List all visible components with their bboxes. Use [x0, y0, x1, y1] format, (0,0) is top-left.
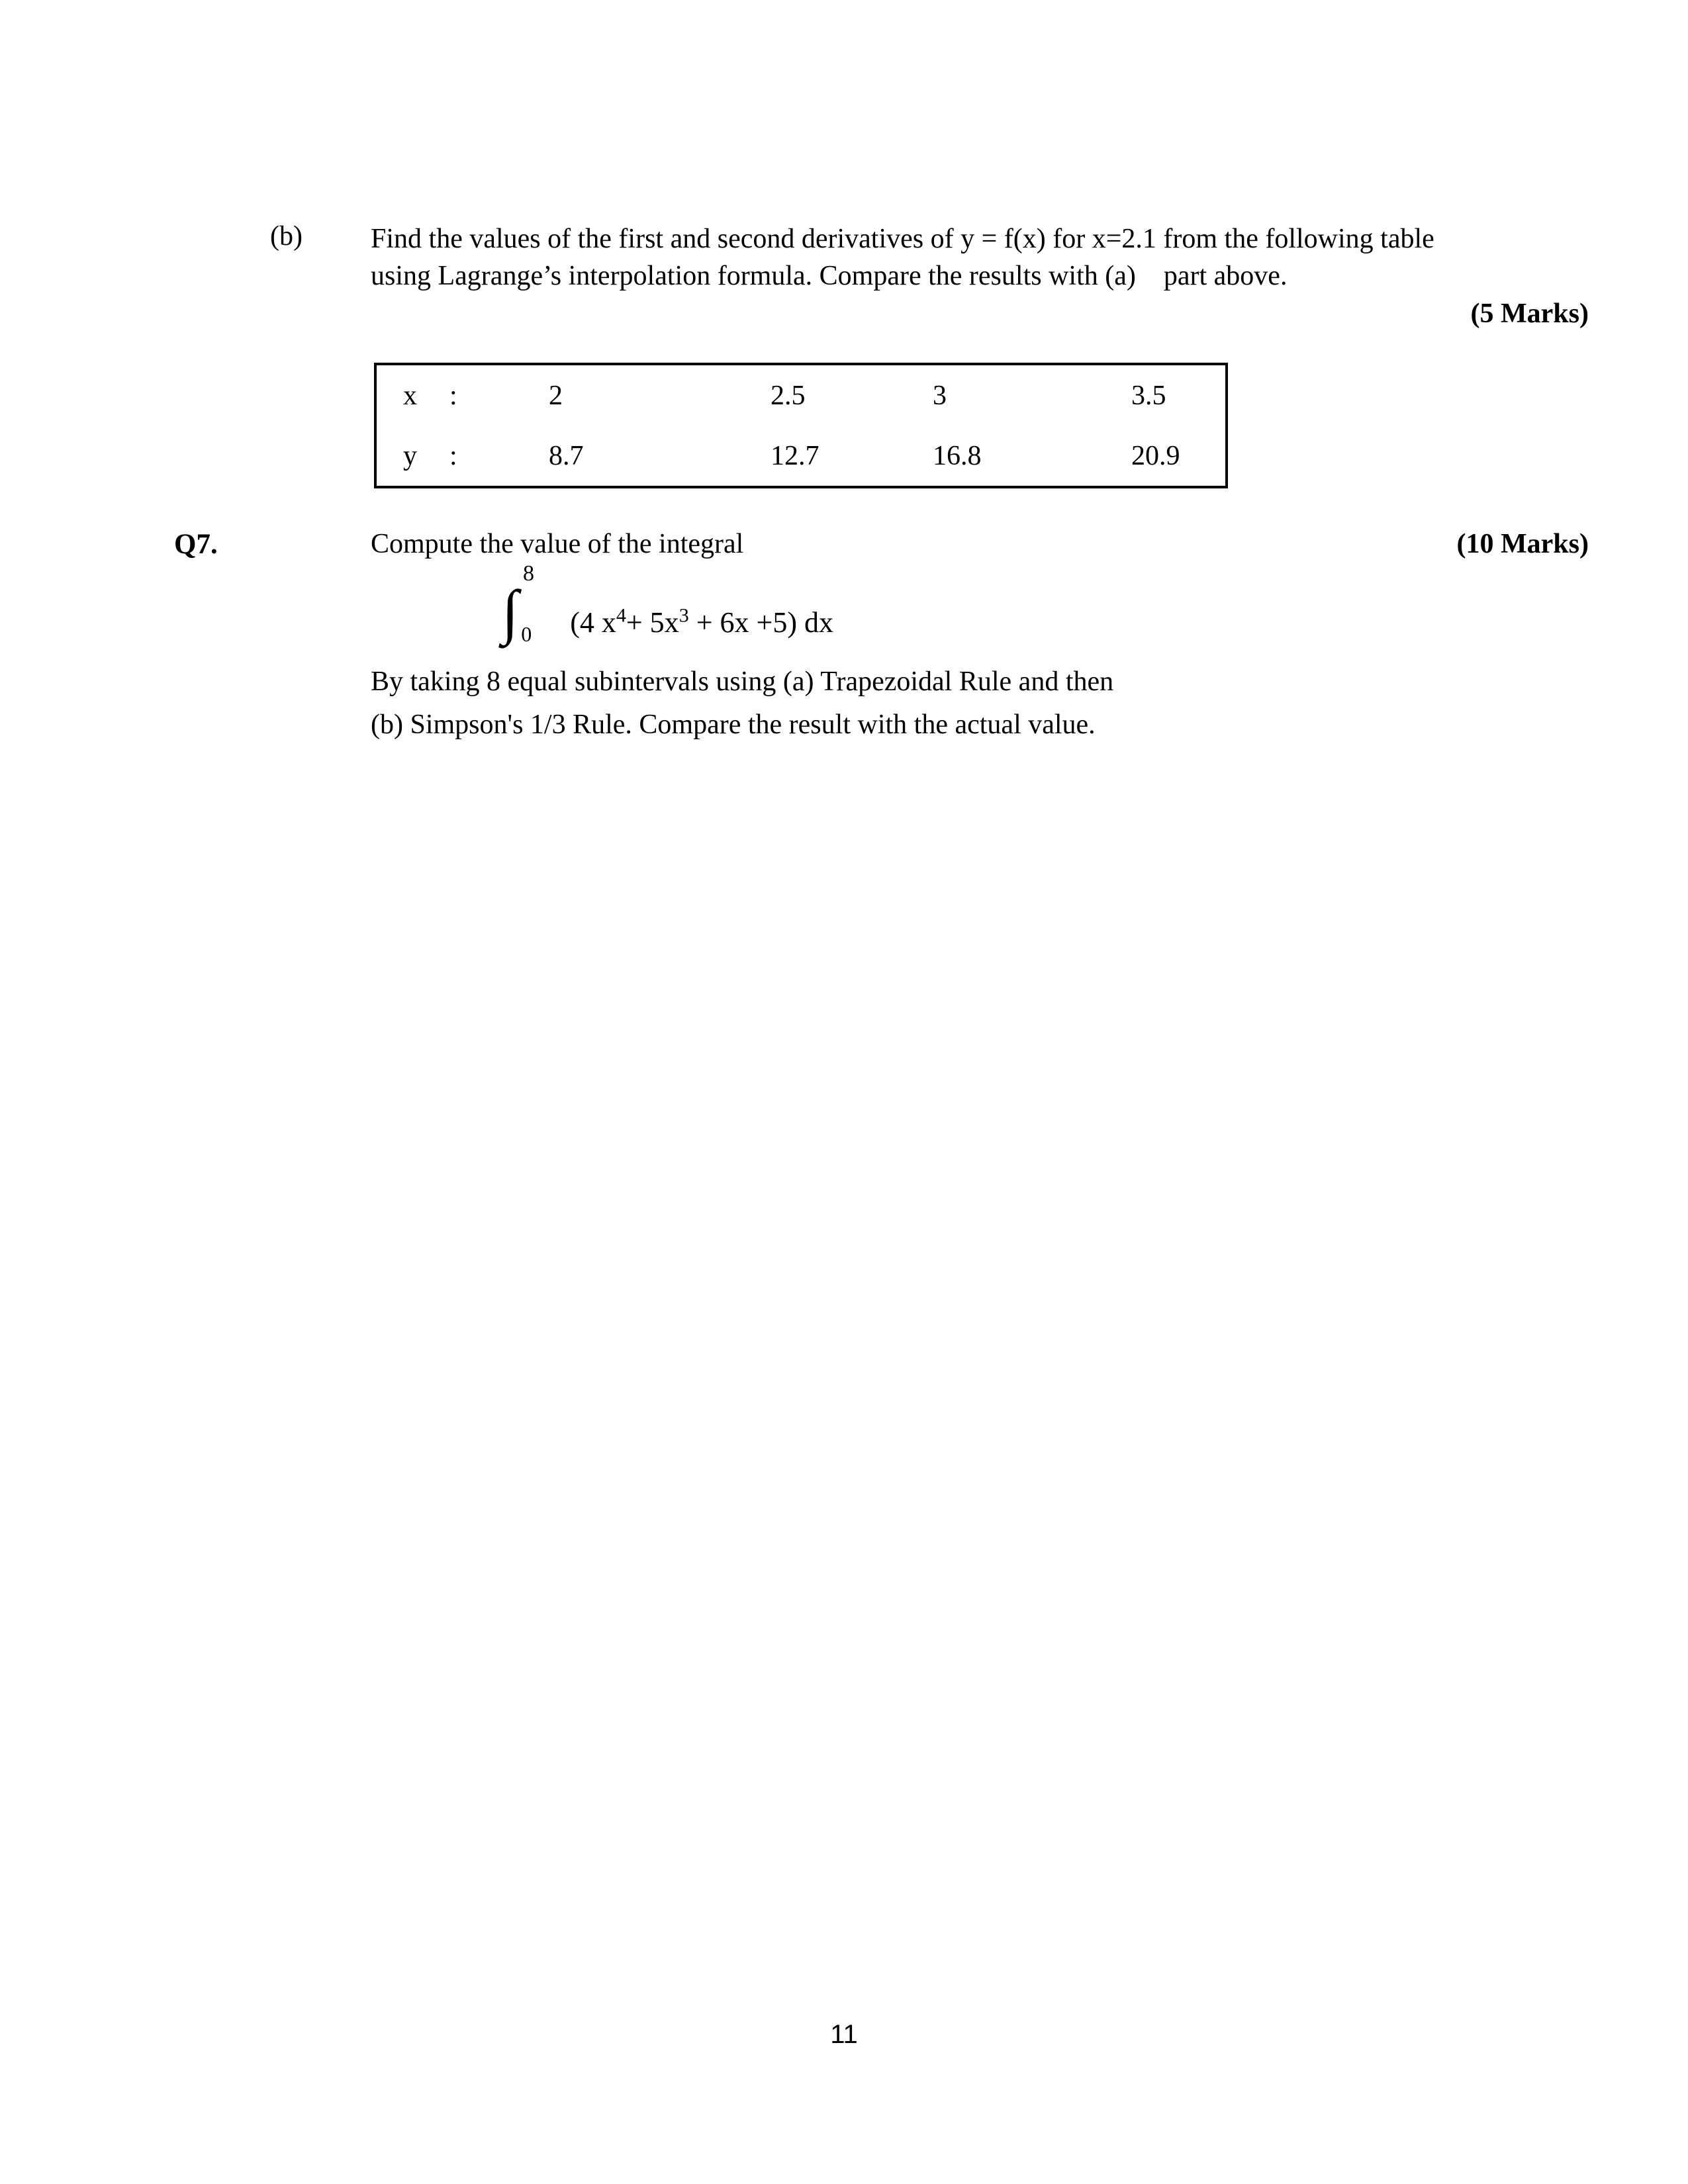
cell-value: 2: [549, 380, 563, 411]
row-separator: :: [449, 380, 457, 411]
integrand-exponent: 4: [616, 604, 626, 627]
cell-value: 3.5: [1131, 380, 1166, 411]
integrand: [570, 606, 833, 639]
page-number: 11: [830, 2020, 858, 2049]
part-b-line-1: Find the values of the first and second derivatives of y = f(x) for x=2.1 from the following table: [371, 224, 1434, 254]
part-b-marks: (5 Marks): [1470, 298, 1589, 329]
q7-instruction-line-1: By taking 8 equal subintervals using (a) Trapezoidal Rule and then: [371, 666, 1114, 697]
data-table: [374, 363, 1228, 488]
q7-label: Q7.: [174, 529, 218, 560]
cell-value: 8.7: [549, 440, 584, 471]
cell-value: 16.8: [933, 440, 982, 471]
integrand-part: + 5x: [626, 606, 679, 639]
row-label: y: [403, 440, 417, 471]
q7-marks: (10 Marks): [1456, 529, 1589, 559]
part-b-line-2: using Lagrange’s interpolation formula. Compare the results with (a) part above.: [371, 261, 1288, 291]
integral-expression: [502, 578, 833, 646]
cell-value: 20.9: [1131, 440, 1180, 471]
row-separator: :: [449, 440, 457, 471]
q7-instructions: [371, 660, 1297, 747]
part-b-question: [371, 220, 1589, 295]
integrand-part: + 6x +5) dx: [688, 606, 833, 639]
q7-prompt: Compute the value of the integral: [371, 529, 744, 559]
q7-instruction-line-2: (b) Simpson's 1/3 Rule. Compare the result with the actual value.: [371, 709, 1096, 740]
row-label: x: [403, 380, 417, 411]
cell-value: 2.5: [771, 380, 806, 411]
integrand-exponent: 3: [679, 604, 689, 627]
integrand-part: (4 x: [570, 606, 616, 639]
cell-value: 12.7: [771, 440, 820, 471]
table-row-x: [377, 365, 1225, 426]
part-b-label: (b): [270, 221, 303, 251]
cell-value: 3: [933, 380, 947, 411]
table-row-y: [377, 426, 1225, 486]
integral-upper-limit: 8: [523, 561, 534, 586]
integral-sign: ∫: [502, 578, 519, 645]
integral-lower-limit: 0: [521, 622, 532, 646]
